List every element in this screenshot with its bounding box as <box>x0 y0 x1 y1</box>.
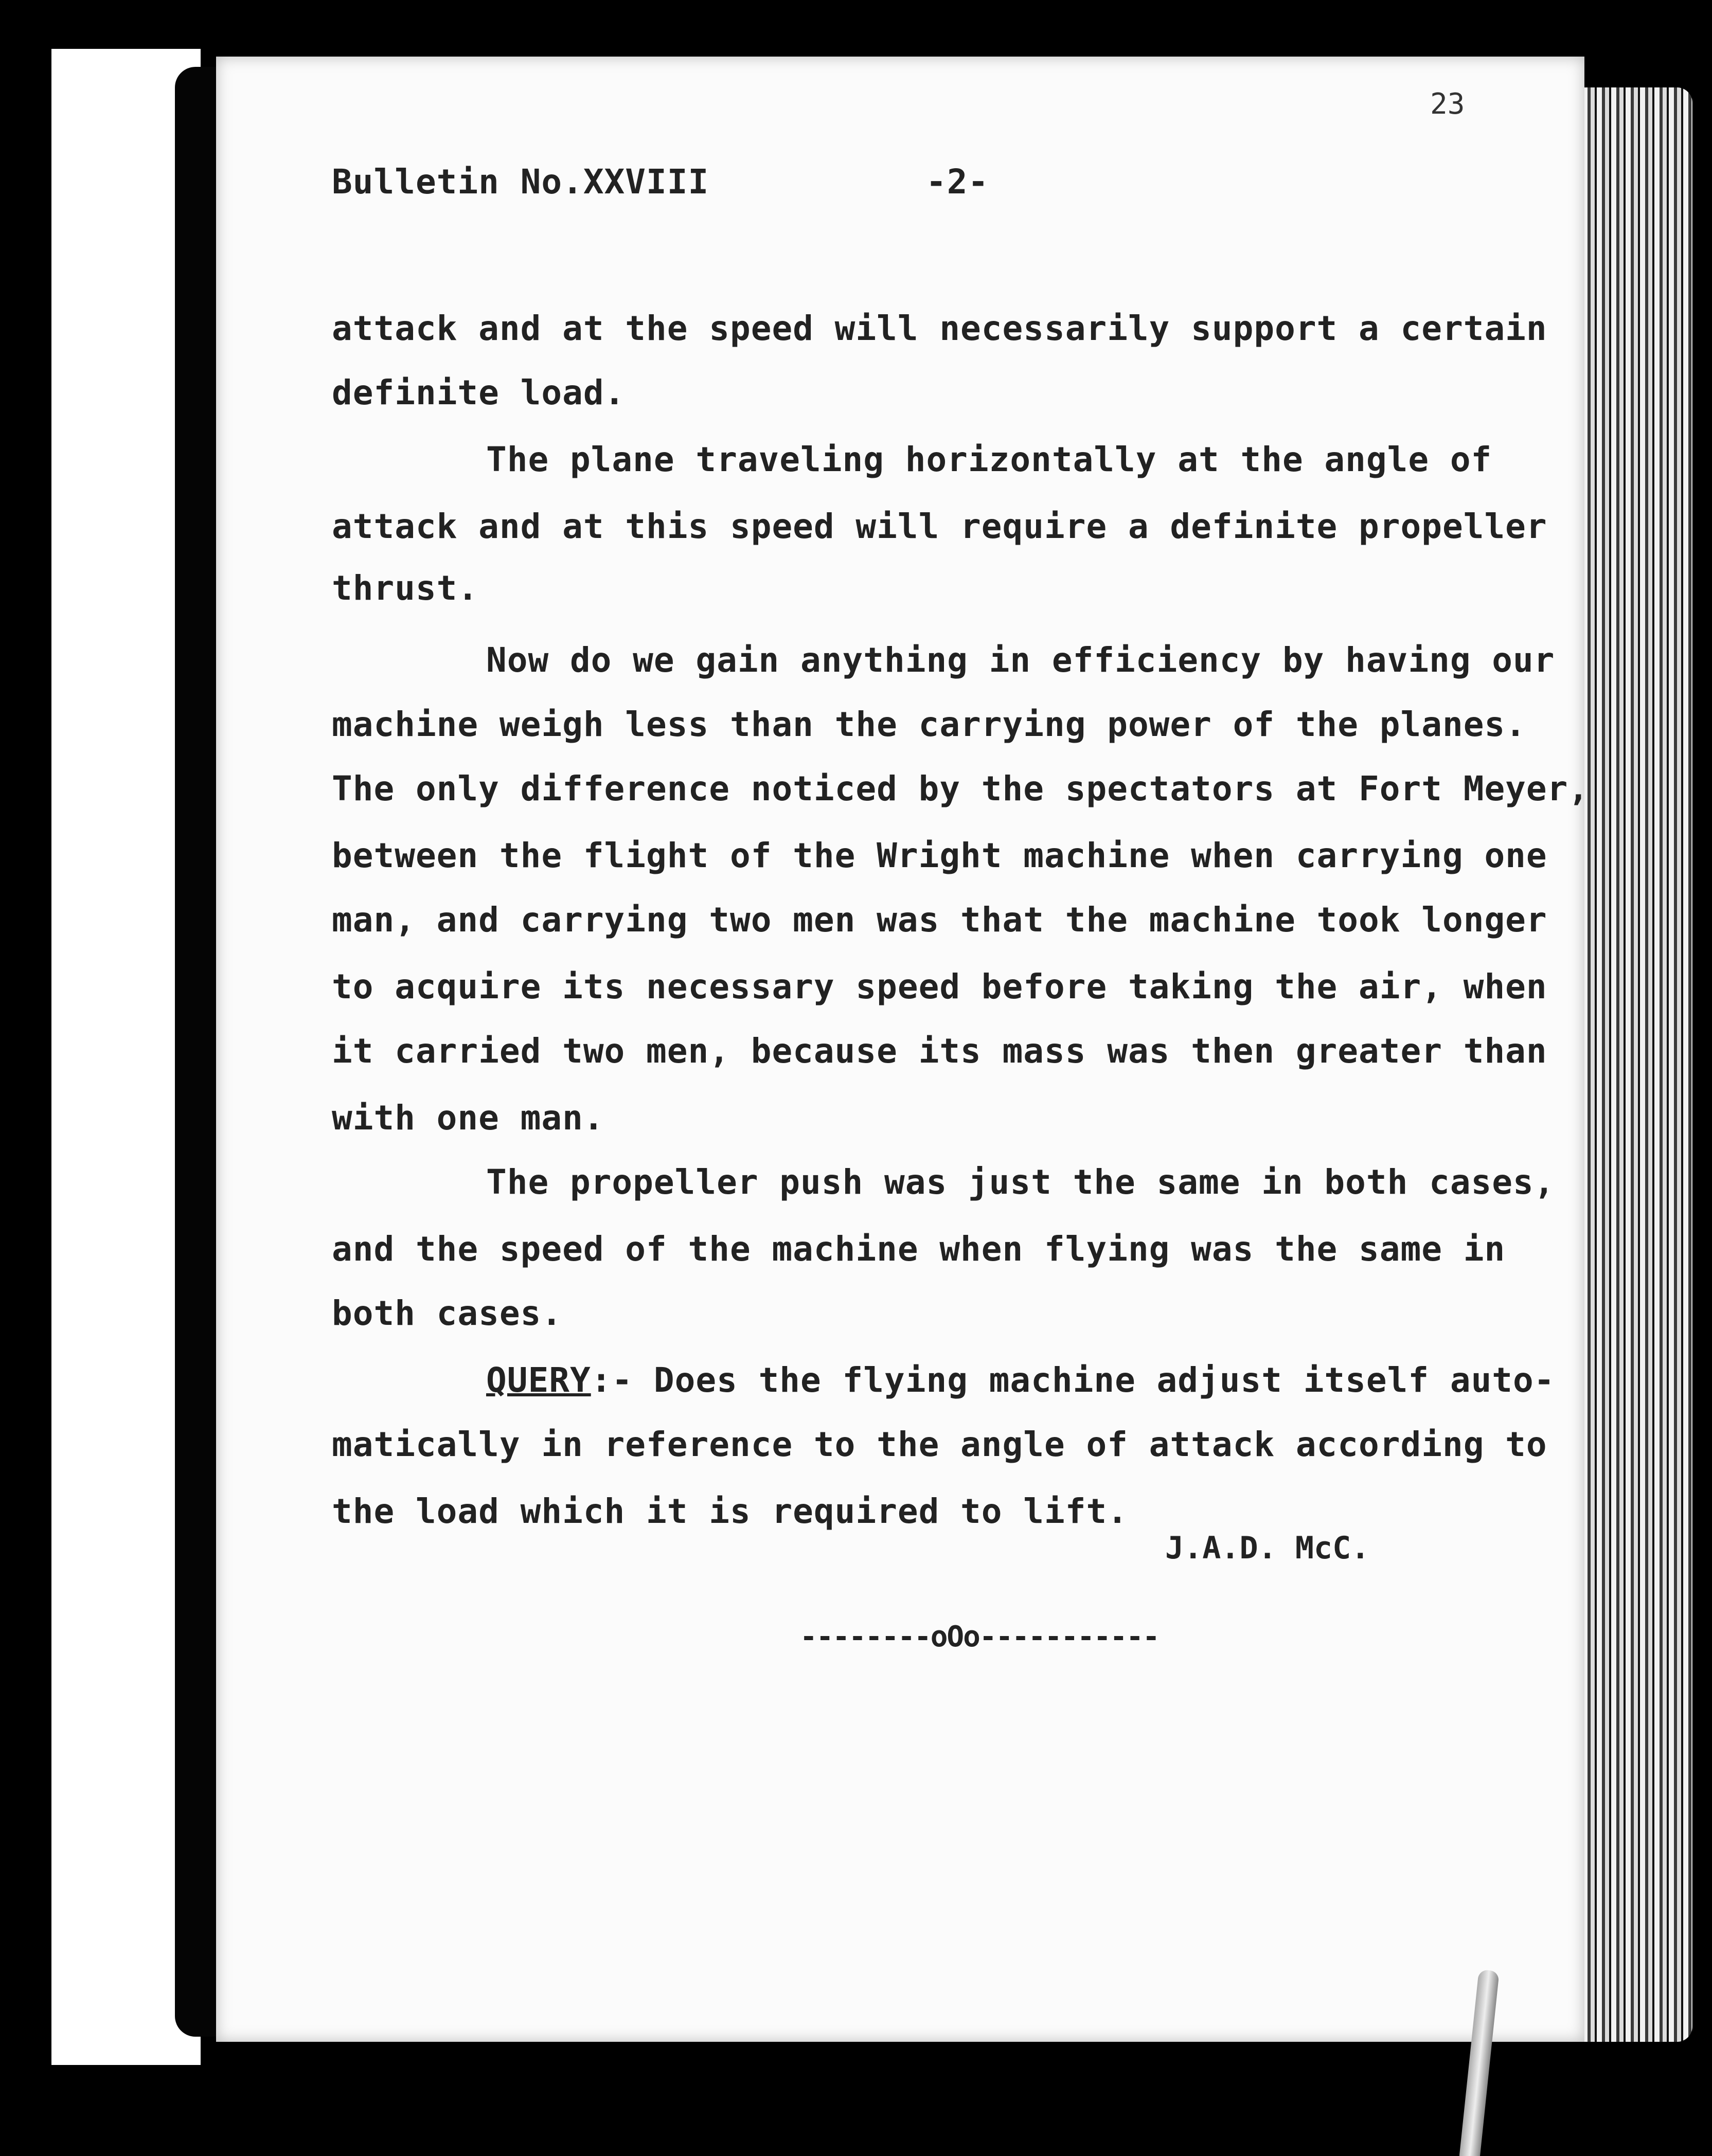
body-line: The only difference noticed by the spectators at Fort Meyer, <box>332 769 1590 808</box>
body-line: both cases. <box>332 1293 563 1333</box>
body-line: and the speed of the machine when flying was the same in <box>332 1229 1506 1269</box>
body-line: man, and carrying two men was that the machine took longer <box>332 900 1547 940</box>
body-line: The plane traveling horizontally at the angle of <box>486 440 1492 479</box>
author-signature: J.A.D. McC. <box>1165 1530 1370 1566</box>
body-line: attack and at the speed will necessarily support a certain <box>332 309 1547 348</box>
body-line: it carried two men, because its mass was then greater than <box>332 1031 1547 1071</box>
binding-gutter <box>175 67 221 2037</box>
body-line: machine weigh less than the carrying power of the planes. <box>332 705 1526 744</box>
body-line: thrust. <box>332 568 479 608</box>
query-line: matically in reference to the angle of attack according to <box>332 1425 1547 1464</box>
body-line: definite load. <box>332 373 626 412</box>
body-line: to acquire its necessary speed before taking the air, when <box>332 967 1547 1007</box>
body-line: with one man. <box>332 1098 604 1138</box>
body-line: The propeller push was just the same in both cases, <box>486 1162 1555 1202</box>
query-label: QUERY <box>486 1360 591 1400</box>
query-first-line <box>486 1360 1555 1400</box>
query-line: the load which it is required to lift. <box>332 1492 1128 1531</box>
section-separator: --------oOo----------- <box>800 1620 1159 1654</box>
query-text: :- Does the flying machine adjust itself auto- <box>591 1360 1555 1400</box>
page-marker: -2- <box>926 162 989 202</box>
bulletin-title: Bulletin No.XXVIII <box>332 162 709 202</box>
body-line: between the flight of the Wright machine when carrying one <box>332 836 1547 875</box>
page-number: 23 <box>1430 87 1465 121</box>
body-line: attack and at this speed will require a definite propeller <box>332 507 1547 546</box>
body-line: Now do we gain anything in efficiency by having our <box>486 640 1555 680</box>
